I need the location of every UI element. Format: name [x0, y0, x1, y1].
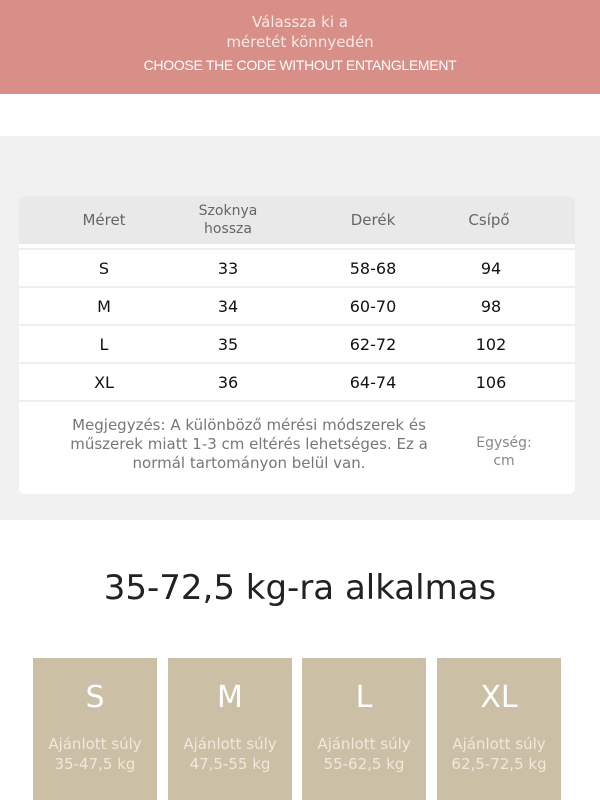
size-letter: L [355, 680, 373, 715]
header-size: Méret [82, 211, 126, 229]
recommended-weight-label: Ajánlott súly [183, 735, 277, 753]
size-card-m [168, 658, 292, 800]
size-card-l [302, 658, 426, 800]
cell-skirt-length: 34 [217, 297, 239, 316]
cell-size: M [97, 297, 111, 316]
table-header [19, 196, 575, 244]
cell-waist: 58-68 [349, 259, 397, 278]
table-row [19, 248, 575, 287]
recommended-weight-label: Ajánlott súly [317, 735, 411, 753]
cell-hip: 94 [480, 259, 502, 278]
size-letter: XL [480, 680, 518, 715]
header-hip: Csípő [468, 211, 510, 229]
table-row [19, 324, 575, 363]
cell-size: L [99, 335, 109, 354]
unit-value: cm [493, 453, 515, 469]
size-card-xl [437, 658, 561, 800]
cell-skirt-length: 36 [217, 373, 239, 392]
recommended-weight-value: 55-62,5 kg [323, 755, 405, 773]
header-waist: Derék [350, 211, 396, 229]
cell-skirt-length: 33 [217, 259, 239, 278]
cell-skirt-length: 35 [217, 335, 239, 354]
banner-subtitle: CHOOSE THE CODE WITHOUT ENTANGLEMENT [143, 57, 457, 73]
measurement-note: Megjegyzés: A különböző mérési módszerek és műszerek miatt 1-3 cm eltérés lehetséges. Ez a normál tartományon belül van. [70, 416, 428, 472]
weight-range-heading: 35-72,5 kg-ra alkalmas [103, 568, 497, 608]
header-skirt-length: Szoknya hossza [198, 203, 258, 237]
cell-waist: 64-74 [349, 373, 397, 392]
recommended-weight-value: 47,5-55 kg [189, 755, 271, 773]
recommended-weight-value: 62,5-72,5 kg [451, 755, 547, 773]
table-row [19, 362, 575, 401]
cell-hip: 106 [475, 373, 507, 392]
recommended-weight-label: Ajánlott súly [452, 735, 546, 753]
recommended-weight-label: Ajánlott súly [48, 735, 142, 753]
cell-hip: 102 [475, 335, 507, 354]
unit-info [459, 434, 549, 470]
banner-line-1: Válassza ki a [252, 13, 348, 31]
cell-waist: 60-70 [349, 297, 397, 316]
cell-size: S [98, 259, 110, 278]
size-table-card [19, 196, 575, 494]
cell-hip: 98 [480, 297, 502, 316]
cell-size: XL [94, 373, 114, 392]
size-card-s [33, 658, 157, 800]
size-letter: S [85, 680, 105, 715]
cell-waist: 62-72 [349, 335, 397, 354]
recommended-weight-value: 35-47,5 kg [54, 755, 136, 773]
size-letter: M [217, 680, 243, 715]
table-row [19, 286, 575, 325]
banner-line-2: méretét könnyedén [226, 33, 374, 51]
top-banner [0, 0, 600, 94]
unit-label: Egység: [476, 435, 532, 451]
divider [19, 400, 575, 402]
